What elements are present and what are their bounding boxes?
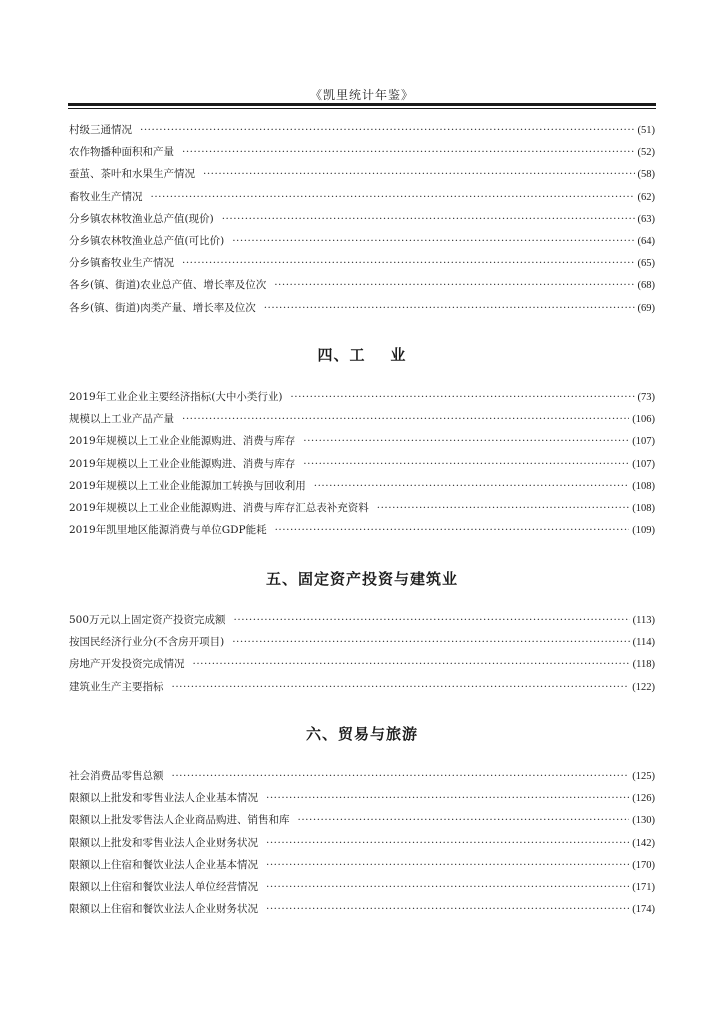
- toc-entry[interactable]: [69, 208, 655, 230]
- toc-entry[interactable]: [69, 386, 655, 408]
- toc-leader-dots: [182, 141, 635, 163]
- toc-entry-title: 房地产开发投资完成情况: [69, 658, 185, 671]
- toc-entry-title: 2019年规模以上工业企业能源购进、消费与库存: [69, 457, 296, 470]
- toc-entry-title: 分乡镇农林牧渔业总产值(可比价): [69, 234, 225, 247]
- header-rule-thick: [68, 103, 656, 106]
- toc-entry-page: (64): [637, 235, 655, 247]
- toc-entry[interactable]: [69, 497, 655, 519]
- toc-entry-title: 分乡镇畜牧业生产情况: [69, 257, 174, 270]
- toc-leader-dots: [182, 408, 629, 430]
- toc-entry-page: (65): [637, 258, 655, 270]
- toc-entry-title: 分乡镇农林牧渔业总产值(现价): [69, 212, 214, 225]
- toc-entry[interactable]: [69, 430, 655, 452]
- toc-entry-page: (73): [637, 392, 655, 403]
- toc-entry-page: (170): [632, 859, 655, 871]
- toc-leader-dots: [266, 787, 629, 809]
- toc-entry[interactable]: [69, 297, 655, 319]
- section-heading-investment-construction: 五、固定资产投资与建筑业: [265, 570, 458, 588]
- toc-leader-dots: [140, 119, 635, 141]
- toc-entry-title: 限额以上住宿和餐饮业法人企业基本情况: [69, 858, 258, 871]
- toc-entry-title: 村级三通情况: [69, 124, 132, 136]
- toc-entry-title: 限额以上批发零售法人企业商品购进、销售和库: [69, 814, 290, 827]
- toc-leader-dots: [266, 832, 629, 854]
- toc-entry-page: (174): [632, 904, 655, 916]
- toc-entry-title: 2019年工业企业主要经济指标(大中小类行业): [69, 391, 283, 403]
- toc-entry-title: 2019年规模以上工业企业能源购进、消费与库存: [69, 435, 296, 448]
- toc-entry[interactable]: [69, 676, 655, 698]
- toc-leader-dots: [182, 252, 635, 274]
- section-heading-industry: 四、工 业: [317, 346, 407, 364]
- toc-entry-page: (113): [632, 615, 655, 626]
- toc-entry-title: 限额以上批发和零售业法人企业财务状况: [69, 836, 258, 849]
- toc-entry-title: 2019年凯里地区能源消费与单位GDP能耗: [69, 524, 267, 537]
- toc-entry-page: (106): [632, 414, 655, 426]
- toc-entry[interactable]: [69, 609, 655, 631]
- toc-entry-page: (142): [632, 837, 655, 849]
- toc-entry-title: 各乡(镇、街道)肉类产量、增长率及位次: [69, 301, 256, 314]
- toc-entry-page: (109): [632, 525, 655, 537]
- toc-entry-title: 限额以上住宿和餐饮业法人单位经营情况: [69, 880, 258, 893]
- toc-leader-dots: [232, 230, 634, 252]
- toc-entry[interactable]: [69, 475, 655, 497]
- toc-entry-page: (107): [632, 436, 655, 448]
- toc-entry-page: (108): [632, 480, 655, 492]
- toc-leader-dots: [151, 186, 635, 208]
- toc-entry-page: (171): [632, 881, 655, 893]
- toc-leader-dots: [266, 876, 629, 898]
- toc-leader-dots: [377, 497, 630, 519]
- toc-entry-title: 限额以上批发和零售业法人企业基本情况: [69, 792, 258, 805]
- toc-entry-title: 规模以上工业产品产量: [69, 413, 174, 426]
- toc-leader-dots: [234, 609, 630, 631]
- toc-leader-dots: [172, 676, 630, 698]
- toc-leader-dots: [274, 274, 634, 296]
- toc-entry-title: 社会消费品零售总额: [69, 770, 164, 782]
- toc-entry-page: (122): [632, 681, 655, 693]
- header-rule-thin: [68, 108, 656, 109]
- toc-entry-title: 限额以上住宿和餐饮业法人企业财务状况: [69, 903, 258, 916]
- toc-leader-dots: [303, 453, 629, 475]
- toc-entry[interactable]: [69, 119, 655, 141]
- toc-leader-dots: [298, 809, 630, 831]
- toc-entry[interactable]: [69, 631, 655, 653]
- toc-entry-title: 2019年规模以上工业企业能源加工转换与回收利用: [69, 479, 306, 492]
- toc-leader-dots: [264, 297, 635, 319]
- toc-entry[interactable]: [69, 653, 655, 675]
- running-header: 《凯里统计年鉴》: [309, 88, 414, 102]
- toc-entry-page: (62): [637, 191, 655, 203]
- toc-entry-title: 按国民经济行业分(不含房开项目): [69, 636, 225, 649]
- toc-entry[interactable]: [69, 854, 655, 876]
- toc-entry[interactable]: [69, 876, 655, 898]
- toc-leader-dots: [314, 475, 630, 497]
- toc-entry[interactable]: [69, 186, 655, 208]
- toc-leader-dots: [172, 765, 630, 787]
- section-heading-trade-tourism: 六、贸易与旅游: [305, 725, 418, 743]
- toc-entry-page: (114): [632, 637, 655, 649]
- toc-group-agriculture: [69, 119, 655, 319]
- toc-entry[interactable]: [69, 230, 655, 252]
- toc-leader-dots: [266, 854, 629, 876]
- toc-entry-page: (107): [632, 458, 655, 470]
- toc-entry[interactable]: [69, 252, 655, 274]
- toc-entry-title: 500万元以上固定资产投资完成额: [69, 614, 226, 626]
- toc-entry-page: (108): [632, 502, 655, 514]
- toc-leader-dots: [193, 653, 630, 675]
- toc-entry-page: (118): [632, 659, 655, 671]
- toc-group-industry: [69, 386, 655, 541]
- toc-entry[interactable]: [69, 274, 655, 296]
- toc-entry-title: 农作物播种面积和产量: [69, 146, 174, 159]
- toc-leader-dots: [203, 163, 635, 185]
- toc-entry[interactable]: [69, 141, 655, 163]
- toc-entry-title: 2019年规模以上工业企业能源购进、消费与库存汇总表补充资料: [69, 501, 369, 514]
- toc-leader-dots: [222, 208, 635, 230]
- toc-entry[interactable]: [69, 519, 655, 541]
- toc-leader-dots: [290, 386, 634, 408]
- toc-leader-dots: [275, 519, 630, 541]
- toc-entry[interactable]: [69, 809, 655, 831]
- toc-leader-dots: [266, 898, 629, 920]
- toc-entry-page: (58): [637, 169, 655, 181]
- toc-entry-title: 畜牧业生产情况: [69, 190, 143, 203]
- toc-entry-title: 建筑业生产主要指标: [69, 680, 164, 693]
- toc-entry[interactable]: [69, 832, 655, 854]
- toc-group-trade-tourism: [69, 765, 655, 920]
- toc-entry-page: (126): [632, 793, 655, 805]
- toc-entry[interactable]: [69, 163, 655, 185]
- toc-entry-page: (69): [637, 302, 655, 314]
- toc-group-investment-construction: [69, 609, 655, 698]
- toc-entry-page: (130): [632, 815, 655, 827]
- toc-leader-dots: [232, 631, 629, 653]
- toc-entry-title: 蚕茧、茶叶和水果生产情况: [69, 168, 195, 181]
- toc-entry[interactable]: [69, 765, 655, 787]
- toc-entry-page: (125): [632, 771, 655, 782]
- toc-leader-dots: [303, 430, 629, 452]
- toc-entry-page: (52): [637, 147, 655, 159]
- toc-entry-page: (51): [637, 125, 655, 136]
- toc-entry[interactable]: [69, 898, 655, 920]
- toc-entry-title: 各乡(镇、街道)农业总产值、增长率及位次: [69, 279, 267, 292]
- toc-entry-page: (68): [637, 280, 655, 292]
- toc-entry[interactable]: [69, 408, 655, 430]
- toc-entry-page: (63): [637, 213, 655, 225]
- toc-entry[interactable]: [69, 453, 655, 475]
- toc-entry[interactable]: [69, 787, 655, 809]
